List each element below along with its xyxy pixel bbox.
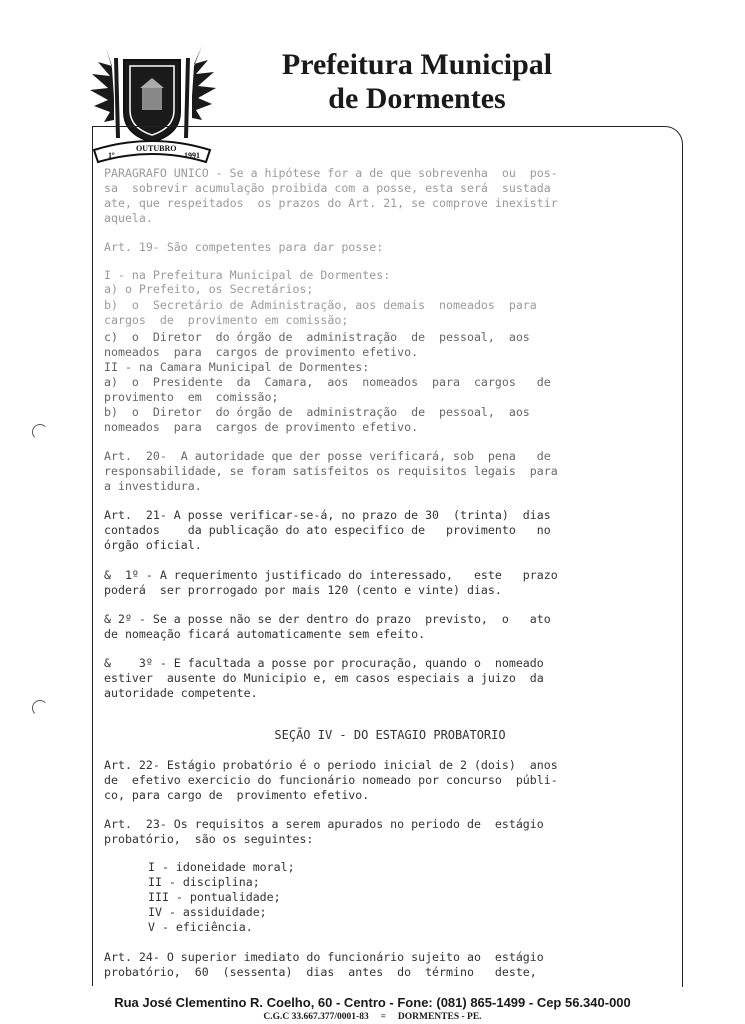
crest-ribbon-middle: OUTUBRO xyxy=(136,144,177,153)
text-line: aquela. xyxy=(104,211,153,225)
text-line: & 3º - E facultada a posse por procuração, quando o nomeado xyxy=(104,656,544,670)
text-line: cargos de provimento em comissão; xyxy=(104,313,349,327)
page-frame xyxy=(92,126,683,987)
section-heading: SEÇÃO IV - DO ESTAGIO PROBATORIO xyxy=(274,728,506,742)
text-line: Art. 23- Os requisitos a serem apurados no periodo de estágio xyxy=(104,817,544,831)
text-line: ate, que respeitados os prazos do Art. 21, se comprove inexistir xyxy=(104,196,558,210)
text-line: PARAGRAFO UNICO - Se a hipótese for a de que sobrevenha ou pos- xyxy=(104,166,558,180)
text-line: c) o Diretor do órgão de administração de pessoal, aos xyxy=(104,330,530,344)
text-line: de nomeação ficará automaticamente sem efeito. xyxy=(104,627,426,641)
footer-cgc: C.G.C 33.667.377/0001-83 xyxy=(263,1012,369,1022)
text-line: I - na Prefeitura Municipal de Dormentes: xyxy=(104,268,391,282)
letterhead-title: Prefeitura Municipal xyxy=(281,48,553,81)
list-item: IV - assiduidade; xyxy=(148,905,267,919)
list-item: III - pontualidade; xyxy=(148,890,281,904)
text-line: Art. 19- São competentes para dar posse: xyxy=(104,240,384,254)
footer-registration xyxy=(0,1012,745,1022)
list-item: II - disciplina; xyxy=(148,875,260,889)
page-frame-left xyxy=(92,126,93,986)
punch-hole-bottom xyxy=(32,700,48,716)
text-line: responsabilidade, se foram satisfeitos os requisitos legais para xyxy=(104,464,558,478)
list-item: I - idoneidade moral; xyxy=(148,860,295,874)
footer-separator: = xyxy=(371,1012,396,1022)
text-line: autoridade competente. xyxy=(104,686,258,700)
footer-city: DORMENTES - PE. xyxy=(397,1012,482,1022)
crest-ribbon-left: 1º xyxy=(108,151,115,160)
text-line: contados da publicação do ato especifico de provimento no xyxy=(104,523,551,537)
crest-ribbon-right: 1991 xyxy=(184,151,200,160)
text-line: a investidura. xyxy=(104,479,202,493)
text-line: poderá ser prorrogado por mais 120 (cento e vinte) dias. xyxy=(104,583,502,597)
text-line: nomeados para cargos de provimento efetivo. xyxy=(104,420,419,434)
punch-hole-top xyxy=(32,424,48,440)
text-line: & 2º - Se a posse não se der dentro do prazo previsto, o ato xyxy=(104,612,551,626)
text-line: & 1º - A requerimento justificado do interessado, este prazo xyxy=(104,568,558,582)
text-line: a) o Presidente da Camara, aos nomeados para cargos de xyxy=(104,375,551,389)
text-line: II - na Camara Municipal de Dormentes: xyxy=(104,360,370,374)
text-line: probatório, 60 (sessenta) dias antes do término deste, xyxy=(104,965,537,979)
text-line: b) o Diretor do órgão de administração de pessoal, aos xyxy=(104,405,530,419)
text-line: órgão oficial. xyxy=(104,538,202,552)
text-line: co, para cargo de provimento efetivo. xyxy=(104,788,370,802)
letterhead-subtitle: de Dormentes xyxy=(328,82,506,115)
footer-address: Rua José Clementino R. Coelho, 60 - Centro - Fone: (081) 865-1499 - Cep 56.340-000 xyxy=(114,995,631,1010)
text-line: Art. 21- A posse verificar-se-á, no prazo de 30 (trinta) dias xyxy=(104,508,551,522)
text-line: Art. 20- A autoridade que der posse verificará, sob pena de xyxy=(104,449,551,463)
text-line: Art. 22- Estágio probatório é o periodo inicial de 2 (dois) anos xyxy=(104,758,558,772)
text-line: b) o Secretário de Administração, aos demais nomeados para xyxy=(104,298,537,312)
text-line: nomeados para cargos de provimento efetivo. xyxy=(104,345,419,359)
text-line: probatório, são os seguintes: xyxy=(104,832,314,846)
text-line: de efetivo exercicio do funcionário nomeado por concurso públi- xyxy=(104,773,558,787)
text-line: provimento em comissão; xyxy=(104,390,279,404)
text-line: estiver ausente do Municipio e, em casos especiais a juizo da xyxy=(104,671,544,685)
text-line: sa sobrevir acumulação proibida com a posse, esta será sustada xyxy=(104,181,551,195)
text-line: a) o Prefeito, os Secretários; xyxy=(104,282,314,296)
list-item: V - eficiência. xyxy=(148,920,253,934)
text-line: Art. 24- O superior imediato do funcionário sujeito ao estágio xyxy=(104,950,544,964)
